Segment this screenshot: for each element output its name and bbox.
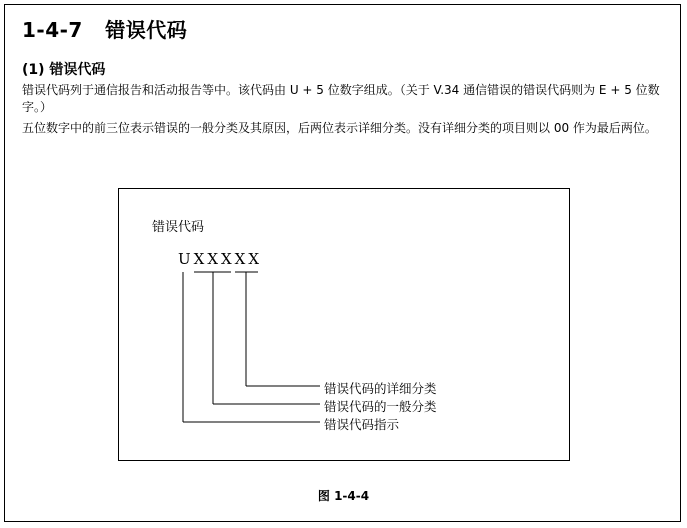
figure-caption: 图 1-4-4 [317, 489, 370, 503]
subsection-title: (1) 错误代码 [22, 62, 106, 78]
paragraph-intro: 错误代码列于通信报告和活动报告等中。该代码由 U + 5 位数字组成。（关于 V.34 通信错误的错误代码则为 E + 5 位数字。） [22, 83, 660, 114]
code-format: UXXXXX [178, 250, 263, 268]
figure-label: 错误代码 [152, 220, 205, 235]
section-title: 1-4-7 错误代码 [22, 18, 188, 42]
desc-detail: 错误代码的详细分类 [324, 381, 437, 396]
paragraph-digits: 五位数字中的前三位表示错误的一般分类及其原因，后两位表示详细分类。没有详细分类的项目则以 00 作为最后两位。 [22, 121, 657, 135]
desc-general: 错误代码的一般分类 [324, 399, 437, 414]
desc-indicator: 错误代码指示 [324, 417, 400, 432]
